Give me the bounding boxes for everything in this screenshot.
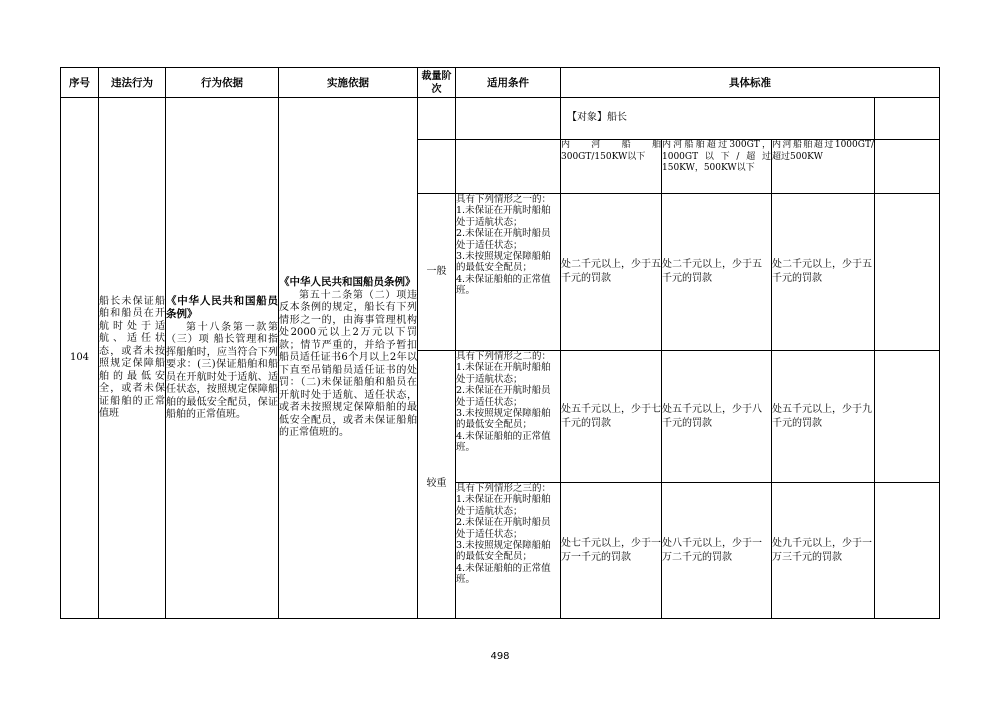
- penalty-2-tier-3: 处五千元以上，少于九千元的罚款: [772, 351, 875, 483]
- header-no: 序号: [61, 68, 99, 98]
- row-number: 104: [61, 98, 99, 619]
- empty-cell: [418, 98, 456, 140]
- tier-1-header: 内河船舶300GT/150KW以下: [561, 140, 662, 194]
- empty-cell: [875, 194, 940, 351]
- penalty-1-tier-1: 处二千元以上，少于五千元的罚款: [561, 194, 662, 351]
- condition-2: 具有下列情形之二的： 1.未保证在开航时船舶处于适航状态； 2.未保证在开航时船员处于适任状态； 3.未按照规定保障船舶的最低安全配员； 4.未保证船舶的正常值班。: [456, 351, 561, 483]
- legal-basis: [166, 98, 279, 619]
- empty-cell: [456, 98, 561, 140]
- empty-cell: [875, 140, 940, 194]
- violation-description: 船长未保证船舶和船员在开航时处于适航、适任状态，或者未按照规定保障船舶的最低安全，或者未保证船舶的正常值班: [99, 98, 166, 619]
- penalty-standard-table: [60, 67, 940, 619]
- page-number: 498: [490, 651, 510, 662]
- empty-cell: [875, 98, 940, 140]
- implementation-title: 《中华人民共和国船员条例》: [279, 276, 416, 289]
- penalty-1-tier-3: 处二千元以上，少于五千元的罚款: [772, 194, 875, 351]
- header-basis: 行为依据: [166, 68, 279, 98]
- level-general: 一般: [418, 194, 456, 351]
- target-label: 【对象】船长: [561, 98, 875, 140]
- header-level: [418, 68, 456, 98]
- header-level-label: 裁量阶次: [421, 70, 452, 95]
- implementation-text: 第五十二条第（二）项违反本条例的规定，船长有下列情形之一的，由海事管理机构处2000元以上2万元以下罚款；情节严重的，并给予暂扣船员适任证书6个月以上2年以下直至吊销船员适任证书的处罚：（二)未保证船舶和船员在开航时处于适航、适任状态，或者未按照规定保障船舶的最低安全配员，或者未保证船舶的正常值班的。: [279, 289, 417, 439]
- header-standard: 具体标准: [561, 68, 940, 98]
- penalty-2-tier-1: 处五千元以上，少于七千元的罚款: [561, 351, 662, 483]
- penalty-2-tier-2: 处五千元以上，少于八千元的罚款: [662, 351, 772, 483]
- penalty-1-tier-2: 处二千元以上，少于五千元的罚款: [662, 194, 772, 351]
- condition-1: 具有下列情形之一的： 1.未保证在开航时船舶处于适航状态； 2.未保证在开航时船员处于适任状态； 3.未按照规定保障船舶的最低安全配员； 4.未保证船舶的正常值班。: [456, 194, 561, 351]
- penalty-3-tier-3: 处九千元以上，少于一万三千元的罚款: [772, 483, 875, 619]
- empty-cell: [418, 140, 456, 194]
- legal-basis-title: 《中华人民共和国船员条例》: [166, 294, 278, 320]
- legal-basis-text: 第十八条第一款第（三）项 船长管理和指挥船舶时，应当符合下列要求：(三)保证船舶和船员在开航时处于适航、适任状态，按照规定保障船舶的最低安全配员，保证船舶的正常值班。: [166, 321, 278, 420]
- tier-3-header: 内河船舶超过1000GT/超过500KW: [772, 140, 875, 194]
- header-violation: 违法行为: [99, 68, 166, 98]
- tier-2-header: 内河船舶超过300GT，1000GT以下/超过150KW，500KW以下: [662, 140, 772, 194]
- empty-cell: [456, 140, 561, 194]
- implementation-basis: [279, 98, 418, 619]
- level-severe: 较重: [418, 351, 456, 619]
- empty-cell: [875, 351, 940, 483]
- header-implementation: 实施依据: [279, 68, 418, 98]
- penalty-3-tier-2: 处八千元以上，少于一万二千元的罚款: [662, 483, 772, 619]
- header-condition: 适用条件: [456, 68, 561, 98]
- penalty-3-tier-1: 处七千元以上，少于一万一千元的罚款: [561, 483, 662, 619]
- empty-cell: [875, 483, 940, 619]
- condition-3: 具有下列情形之三的： 1.未保证在开航时船舶处于适航状态； 2.未保证在开航时船员处于适任状态； 3.未按照规定保障船舶的最低安全配员； 4.未保证船舶的正常值班。: [456, 483, 561, 619]
